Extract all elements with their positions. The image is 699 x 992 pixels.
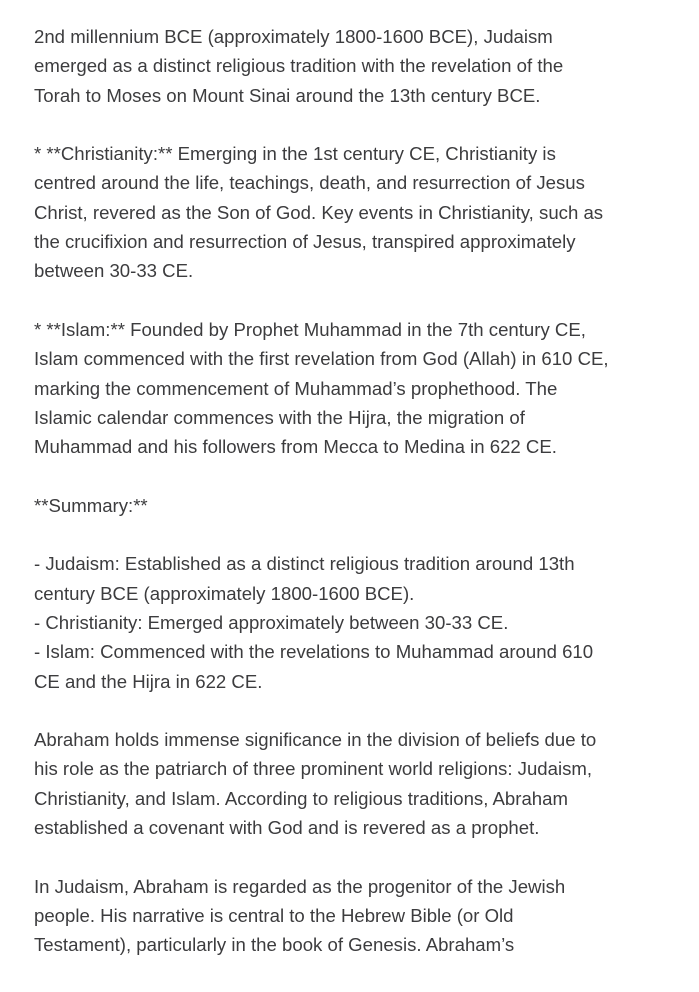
- text-line: Torah to Moses on Mount Sinai around the 13th century BCE.: [34, 84, 541, 106]
- text-line: Islamic calendar commences with the Hijra, the migration of: [34, 406, 525, 428]
- list-item: century BCE (approximately 1800-1600 BCE).: [34, 582, 415, 604]
- text-line: **Summary:**: [34, 494, 148, 516]
- paragraph-abraham-judaism: [34, 872, 674, 960]
- text-line: Muhammad and his followers from Mecca to Medina in 622 CE.: [34, 436, 557, 458]
- summary-heading: [34, 491, 674, 520]
- text-line: marking the commencement of Muhammad’s prophethood. The: [34, 377, 558, 399]
- text-line: established a covenant with God and is revered as a prophet.: [34, 817, 540, 839]
- text-line: emerged as a distinct religious tradition with the revelation of the: [34, 55, 564, 77]
- text-line: Islam commenced with the first revelation from God (Allah) in 610 CE,: [34, 348, 609, 370]
- list-item: CE and the Hijra in 622 CE.: [34, 670, 263, 692]
- list-item: - Islam: Commenced with the revelations to Muhammad around 610: [34, 641, 594, 663]
- text-line: * **Islam:** Founded by Prophet Muhammad in the 7th century CE,: [34, 318, 586, 340]
- text-line: people. His narrative is central to the Hebrew Bible (or Old: [34, 904, 514, 926]
- text-line: centred around the life, teachings, death, and resurrection of Jesus: [34, 172, 585, 194]
- text-line: 2nd millennium BCE (approximately 1800-1600 BCE), Judaism: [34, 26, 553, 47]
- text-line: the crucifixion and resurrection of Jesus, transpired approximately: [34, 231, 576, 253]
- text-line: his role as the patriarch of three prominent world religions: Judaism,: [34, 758, 593, 780]
- paragraph-christianity: [34, 139, 674, 285]
- paragraph-islam: [34, 315, 674, 461]
- message-body: [34, 22, 674, 989]
- paragraph-judaism-origin: [34, 22, 674, 110]
- text-line: Christ, revered as the Son of God. Key events in Christianity, such as: [34, 201, 604, 223]
- text-line: between 30-33 CE.: [34, 260, 194, 282]
- text-line: * **Christianity:** Emerging in the 1st century CE, Christianity is: [34, 143, 556, 165]
- list-item: - Christianity: Emerged approximately between 30-33 CE.: [34, 611, 509, 633]
- list-item: - Judaism: Established as a distinct religious tradition around 13th: [34, 553, 575, 575]
- text-line: Christianity, and Islam. According to religious traditions, Abraham: [34, 787, 568, 809]
- paragraph-abraham-significance: [34, 725, 674, 842]
- text-line: In Judaism, Abraham is regarded as the progenitor of the Jewish: [34, 875, 566, 897]
- text-line: Testament), particularly in the book of Genesis. Abraham’s: [34, 934, 515, 956]
- summary-list: [34, 549, 674, 695]
- text-line: Abraham holds immense significance in the division of beliefs due to: [34, 729, 597, 751]
